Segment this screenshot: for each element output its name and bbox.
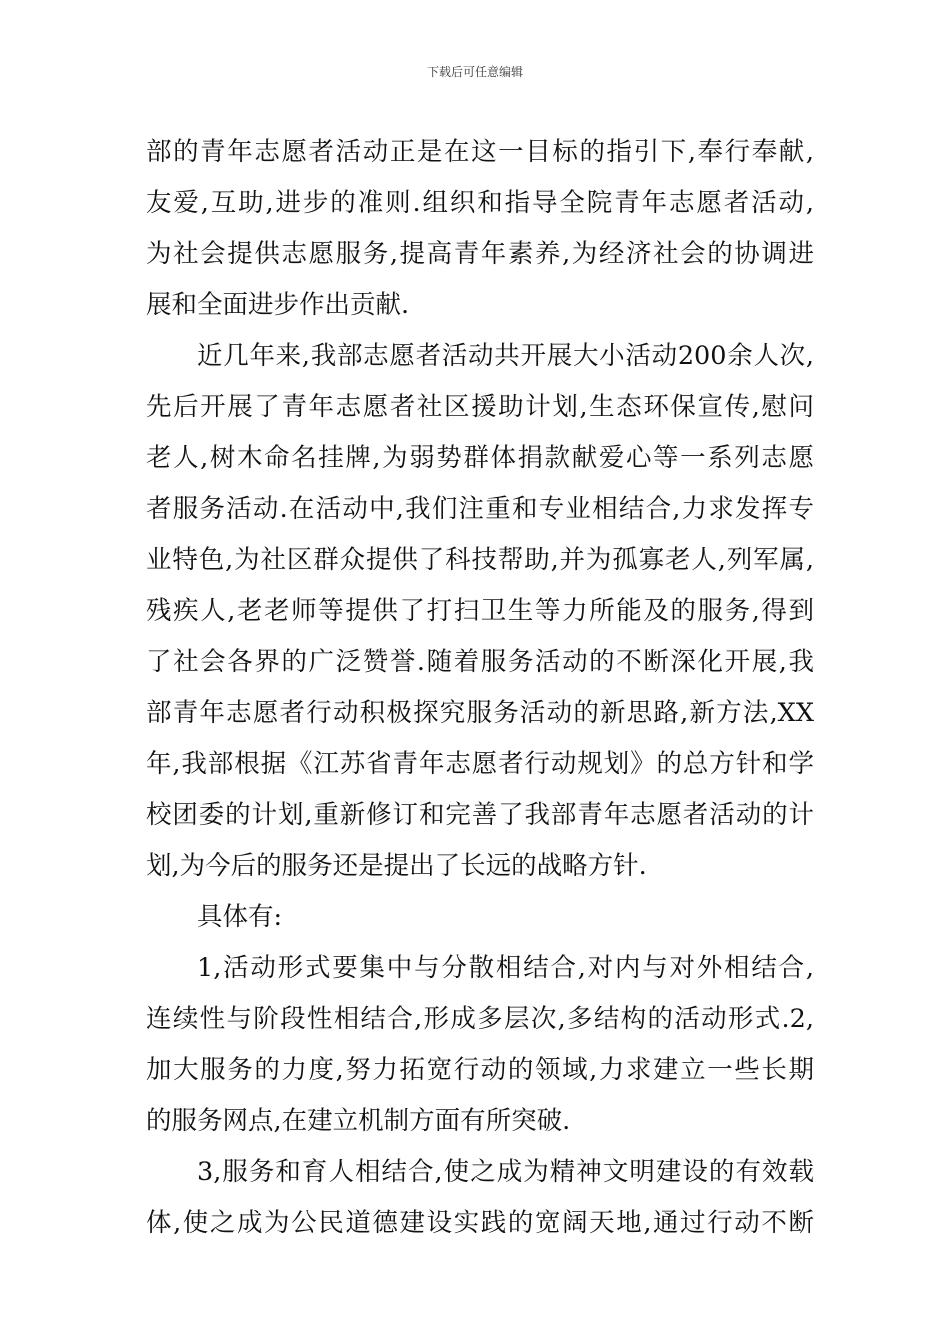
- text-line: 部青年志愿者行动积极探究服务活动的新思路,新方法,XX: [146, 698, 814, 728]
- text-line: 者服务活动.在活动中,我们注重和专业相结合,力求发挥专: [146, 494, 814, 524]
- text-line: 具体有:: [197, 902, 283, 932]
- paragraph: [146, 127, 814, 331]
- text-line: 的服务网点,在建立机制方面有所突破.: [146, 1106, 571, 1136]
- text-line: 友爱,互助,进步的准则.组织和指导全院青年志愿者活动,: [146, 188, 814, 218]
- text-line: 业特色,为社区群众提供了科技帮助,并为孤寡老人,列军属,: [146, 545, 814, 575]
- text-line: 部的青年志愿者活动正是在这一目标的指引下,奉行奉献,: [146, 137, 814, 167]
- header-note: 下载后可任意编辑: [426, 65, 523, 79]
- text-line: 体,使之成为公民道德建设实践的宽阔天地,通过行动不断: [146, 1208, 814, 1238]
- text-line: 1,活动形式要集中与分散相结合,对内与对外相结合,: [197, 953, 814, 983]
- text-line: 为社会提供志愿服务,提高青年素养,为经济社会的协调进: [146, 239, 814, 269]
- document-body: [146, 127, 814, 1249]
- text-line: 加大服务的力度,努力拓宽行动的领域,力求建立一些长期: [146, 1055, 814, 1085]
- text-line: 残疾人,老老师等提供了打扫卫生等力所能及的服务,得到: [146, 596, 814, 626]
- paragraph: [146, 331, 814, 892]
- paragraph: [146, 892, 814, 943]
- text-line: 3,服务和育人相结合,使之成为精神文明建设的有效载: [197, 1157, 814, 1187]
- text-line: 了社会各界的广泛赞誉.随着服务活动的不断深化开展,我: [146, 647, 814, 677]
- text-line: 连续性与阶段性相结合,形成多层次,多结构的活动形式.2,: [146, 1004, 814, 1034]
- text-line: 校团委的计划,重新修订和完善了我部青年志愿者活动的计: [146, 800, 814, 830]
- text-line: 先后开展了青年志愿者社区援助计划,生态环保宣传,慰问: [146, 392, 814, 422]
- text-line: 年,我部根据《江苏省青年志愿者行动规划》的总方针和学: [146, 749, 814, 779]
- text-line: 老人,树木命名挂牌,为弱势群体捐款献爱心等一系列志愿: [146, 443, 814, 473]
- paragraph: [146, 943, 814, 1147]
- paragraph: [146, 1147, 814, 1249]
- text-line: 划,为今后的服务还是提出了长远的战略方针.: [146, 851, 647, 881]
- text-line: 展和全面进步作出贡献.: [146, 290, 410, 320]
- text-line: 近几年来,我部志愿者活动共开展大小活动200余人次,: [197, 341, 814, 371]
